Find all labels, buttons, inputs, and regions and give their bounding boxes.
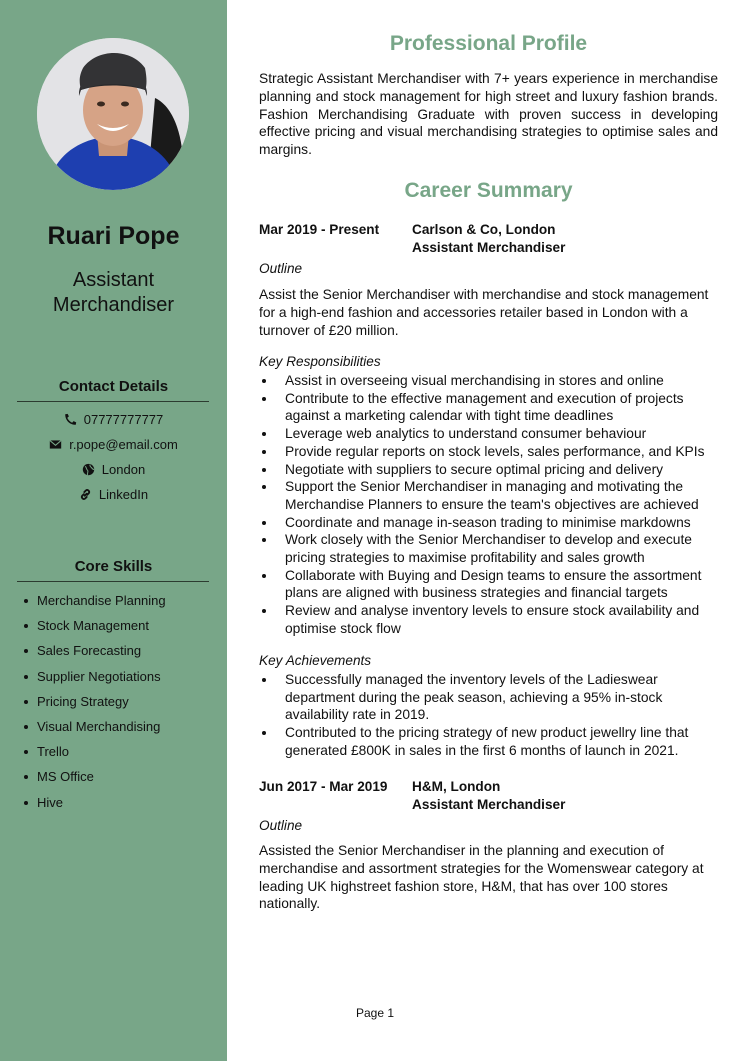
role-line-1: Assistant: [72, 269, 155, 291]
job-1-company: Carlson & Co, London: [412, 222, 556, 237]
responsibility-item: Review and analyse inventory levels to ensure stock availability and optimise stock flow: [259, 602, 718, 637]
contact-divider: [17, 401, 209, 402]
contact-location: [0, 462, 227, 477]
responsibility-item: Collaborate with Buying and Design teams to ensure the assortment plans are aligned with business strategies and financial targets: [259, 567, 718, 602]
job-1-achievements: [259, 671, 718, 760]
skill-item: Merchandise Planning: [0, 592, 227, 617]
achievement-item: Contributed to the pricing strategy of new product jewellry line that generated £800K in sales in the first 6 months of launch in 2021.: [259, 724, 718, 759]
responsibility-item: Contribute to the effective management and execution of projects against a marketing calendar with tight time deadlines: [259, 390, 718, 425]
candidate-name: Ruari Pope: [47, 222, 180, 250]
job-1-outline: Assist the Senior Merchandiser with merchandise and stock management for a high-end fashion and accessories retailer based in London with a turnover of £20 million.: [259, 287, 709, 338]
job-2-dates: Jun 2017 - Mar 2019: [259, 779, 388, 794]
responsibility-item: Assist in overseeing visual merchandising in stores and online: [259, 372, 718, 390]
job-2-outline-label: Outline: [259, 818, 303, 833]
responsibility-item: Provide regular reports on stock levels, sales performance, and KPIs: [259, 443, 718, 461]
skill-item: Hive: [0, 794, 227, 819]
job-1-resp-label: Key Responsibilities: [259, 354, 381, 369]
achievement-item: Successfully managed the inventory levels of the Ladieswear department during the peak season, achieving a 95% in-stock availability rate in 2019.: [259, 671, 718, 724]
envelope-icon: [49, 438, 62, 451]
job-1-outline-label: Outline: [259, 261, 303, 276]
job-1-ach-label: Key Achievements: [259, 653, 372, 668]
responsibility-item: Coordinate and manage in-season trading to minimise markdowns: [259, 514, 718, 532]
job-1-header: [412, 221, 565, 257]
contact-email[interactable]: [0, 437, 227, 452]
skill-item: Sales Forecasting: [0, 642, 227, 667]
job-1-responsibilities: [259, 372, 718, 638]
skill-item: Visual Merchandising: [0, 718, 227, 743]
responsibility-item: Negotiate with suppliers to secure optimal pricing and delivery: [259, 461, 718, 479]
skills-list: [0, 592, 227, 819]
job-2-title: Assistant Merchandiser: [412, 796, 566, 812]
skill-item: MS Office: [0, 768, 227, 793]
link-icon: [79, 488, 92, 501]
skill-item: Supplier Negotiations: [0, 668, 227, 693]
candidate-role: [0, 268, 227, 318]
phone-icon: [64, 413, 77, 426]
skills-divider: [17, 581, 209, 582]
sidebar: [0, 0, 227, 1061]
job-2-header: [412, 778, 565, 814]
job-2-company: H&M, London: [412, 779, 501, 794]
contact-heading: Contact Details: [58, 378, 169, 395]
responsibility-item: Support the Senior Merchandiser in managing and motivating the Merchandise Planners to ensure the team's objectives are achieved: [259, 478, 718, 513]
job-2-outline: Assisted the Senior Merchandiser in the planning and execution of merchandise and assortment strategies for the Womenswear category at leading UK highstreet fashion store, H&M, that has over 100 stores nationally.: [259, 843, 704, 912]
profile-heading: Professional Profile: [389, 32, 588, 55]
skill-item: Pricing Strategy: [0, 693, 227, 718]
linkedin-text: LinkedIn: [98, 487, 149, 502]
profile-text: Strategic Assistant Merchandiser with 7+ years experience in merchandise planning and stock management for high street and luxury fashion brands. Fashion Merchandising Graduate with proven success in developing effective pricing and visual merchandising strategies to optimise sales and margins.: [259, 71, 718, 158]
career-heading: Career Summary: [404, 179, 573, 202]
skill-item: Trello: [0, 743, 227, 768]
responsibility-item: Work closely with the Senior Merchandiser to develop and execute pricing strategies to maximise profitability and sales growth: [259, 531, 718, 566]
email-text: r.pope@email.com: [69, 437, 178, 452]
skill-item: Stock Management: [0, 617, 227, 642]
job-1-dates: Mar 2019 - Present: [259, 222, 380, 237]
page-number: Page 1: [355, 1006, 395, 1020]
location-text: London: [101, 462, 146, 477]
skills-heading: Core Skills: [74, 558, 153, 575]
globe-icon: [82, 463, 95, 476]
role-line-2: Merchandiser: [52, 294, 175, 316]
contact-phone[interactable]: [0, 412, 227, 427]
phone-text: 07777777777: [83, 412, 164, 427]
responsibility-item: Leverage web analytics to understand consumer behaviour: [259, 425, 718, 443]
contact-linkedin[interactable]: [0, 487, 227, 502]
job-1-title: Assistant Merchandiser: [412, 239, 566, 255]
profile-photo: [37, 38, 189, 190]
